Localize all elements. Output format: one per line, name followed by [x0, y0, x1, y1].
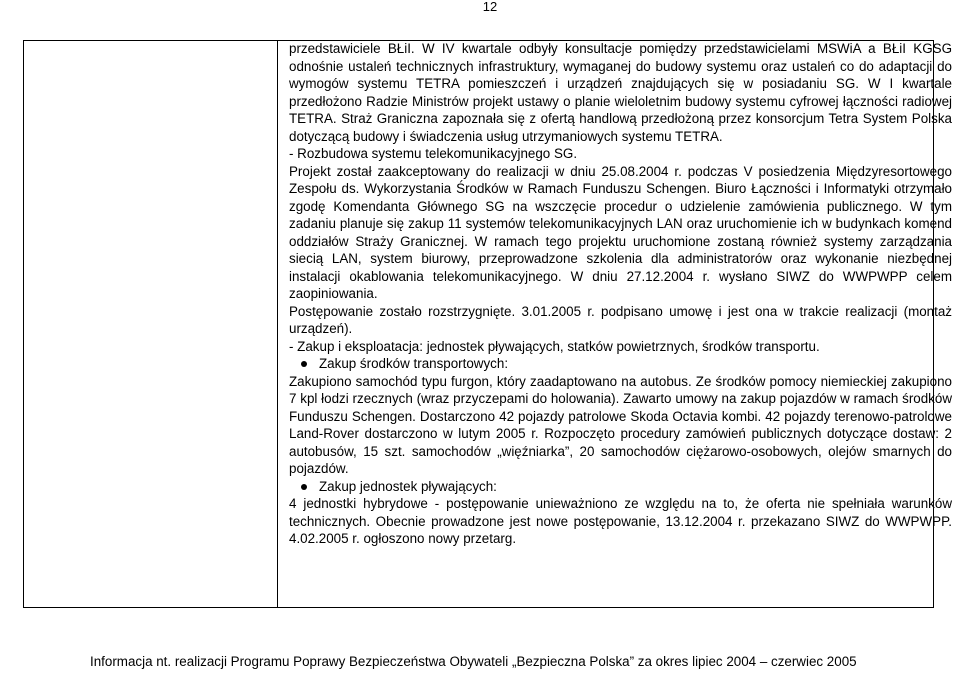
report-content	[289, 40, 952, 548]
paragraph-equipment-heading: - Zakup i eksploatacja: jednostek pływających, statków powietrznych, środków transportu.	[289, 338, 820, 354]
page-number: 12	[482, 0, 498, 14]
bullet-vessels	[289, 478, 952, 496]
column-divider	[277, 41, 278, 607]
page-footer: Informacja nt. realizacji Programu Poprawy Bezpieczeństwa Obywateli „Bezpieczna Polska” za okres lipiec 2004 – czerwiec 2005	[90, 654, 857, 669]
paragraph-transport: Zakupiono samochód typu furgon, który zaadaptowano na autobus. Ze środków pomocy niemieckiej zakupiono 7 kpl łodzi rzecznych (wraz przyczepami do holowania). Zawarto umowy na zakup pojazdów w ramach środków Funduszu Schengen. Dostarczono 42 pojazdy patrolowe Skoda Octavia kombi. 42 pojazdy terenowo-patrolowe Land-Rover dostarczono w lutym 2005 r. Rozpoczęto procedury zamówień publicznych dotyczące dostaw: 2 autobusów, 15 szt. samochodów „więźniarka”, 20 samochodów ciężarowo-osobowych, olejów smarnych do pojazdów.	[289, 373, 952, 476]
paragraph-telecom-heading: - Rozbudowa systemu telekomunikacyjnego SG.	[289, 146, 578, 161]
bullet-transport-label: Zakup środków transportowych:	[319, 356, 509, 371]
bullet-dot-icon	[301, 361, 307, 367]
bullet-vessels-label: Zakup jednostek pływających:	[319, 478, 497, 494]
paragraph-telecom-project: Projekt został zaakceptowany do realizacji w dniu 25.08.2004 r. podczas V posiedzenia Międzyresortowego Zespołu ds. Wykorzystania Środków w Ramach Funduszu Schengen. Biuro Łączności i Informatyki otrzymało zgodę Komendanta Głównego SG na wszczęcie procedur o udzielenie zamówienia publicznego. W tym zadaniu planuje się zakup 11 systemów telekomunikacyjnych LAN oraz uruchomienie ich w budynkach komend oddziałów Straży Granicznej. W ramach tego projektu uruchomione zostaną również systemy zarządzania siecią LAN, system biurowy, przeprowadzone szkolenia dla administratorów oraz wykonanie niezbędnej instalacji okablowania telekomunikacyjnego. W dniu 27.12.2004 r. wysłano SIWZ do WWPWPP celem zaopiniowania.	[289, 163, 952, 301]
bullet-transport	[289, 355, 952, 373]
bullet-dot-icon	[301, 484, 307, 490]
paragraph-tetra: przedstawiciele BŁiI. W IV kwartale odbyły konsultacje pomiędzy przedstawicielami MSWiA a BŁiI KGSG odnośnie ustaleń technicznych infrastruktury, wymaganej do budowy systemu oraz ustaleń co do adaptacji do wymogów systemu TETRA pomieszczeń i urządzeń znajdujących się w posiadaniu SG. W I kwartale przedłożono Radzie Ministrów projekt ustawy o planie wieloletnim budowy systemu cyfrowej łączności radiowej TETRA. Straż Graniczna zapoznała się z ofertą handlową przedłożoną przez konsorcjum Tetra System Polska dotyczącą budowy i świadczenia usług utrzymaniowych systemu TETRA.	[289, 41, 952, 144]
paragraph-vessels: 4 jednostki hybrydowe - postępowanie unieważniono ze względu na to, że oferta nie spełniała warunków technicznych. Obecnie prowadzone jest nowe postępowanie, 13.12.2004 r. przekazano SIWZ do WWPWPP. 4.02.2005 r. ogłoszono nowy przetarg.	[289, 496, 952, 546]
paragraph-procedure-result: Postępowanie zostało rozstrzygnięte. 3.01.2005 r. podpisano umowę i jest ona w trakcie realizacji (montaż urządzeń).	[289, 303, 952, 336]
